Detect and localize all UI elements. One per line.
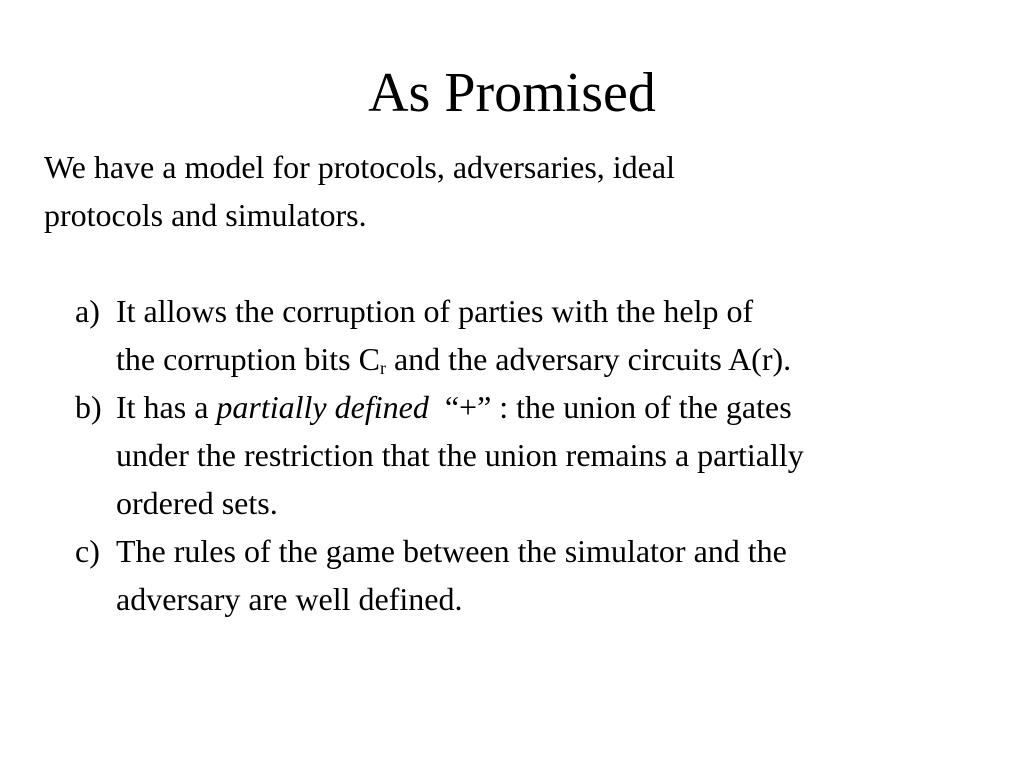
list-marker: a) bbox=[75, 293, 100, 329]
slide-title: As Promised bbox=[368, 62, 656, 124]
list-item-line: adversary are well defined. bbox=[116, 581, 463, 617]
list-marker: c) bbox=[75, 533, 100, 569]
list-item-c bbox=[0, 527, 1024, 623]
italic-term: partially defined bbox=[216, 389, 429, 425]
text-segment: “+” : the union of the gates bbox=[428, 389, 792, 425]
list-item-a bbox=[0, 287, 1024, 383]
list-item-b bbox=[0, 383, 1024, 527]
text-segment: the corruption bits C bbox=[116, 341, 380, 377]
text-segment: It has a bbox=[116, 389, 217, 425]
list-item-line: under the restriction that the union remains a partially bbox=[116, 437, 804, 473]
subscript-r: r bbox=[379, 358, 386, 378]
lettered-list bbox=[0, 287, 1024, 623]
list-item-line bbox=[116, 335, 1024, 383]
list-item-line: ordered sets. bbox=[116, 485, 278, 521]
intro-line: We have a model for protocols, adversaries, ideal bbox=[44, 149, 675, 185]
intro-paragraph bbox=[44, 143, 994, 239]
intro-line: protocols and simulators. bbox=[44, 197, 367, 233]
list-item-line: It allows the corruption of parties with the help of bbox=[116, 293, 754, 329]
list-item-line: The rules of the game between the simulator and the bbox=[116, 533, 787, 569]
list-marker: b) bbox=[75, 389, 102, 425]
text-segment: and the adversary circuits A(r). bbox=[385, 341, 792, 377]
list-item-line bbox=[116, 383, 1024, 431]
